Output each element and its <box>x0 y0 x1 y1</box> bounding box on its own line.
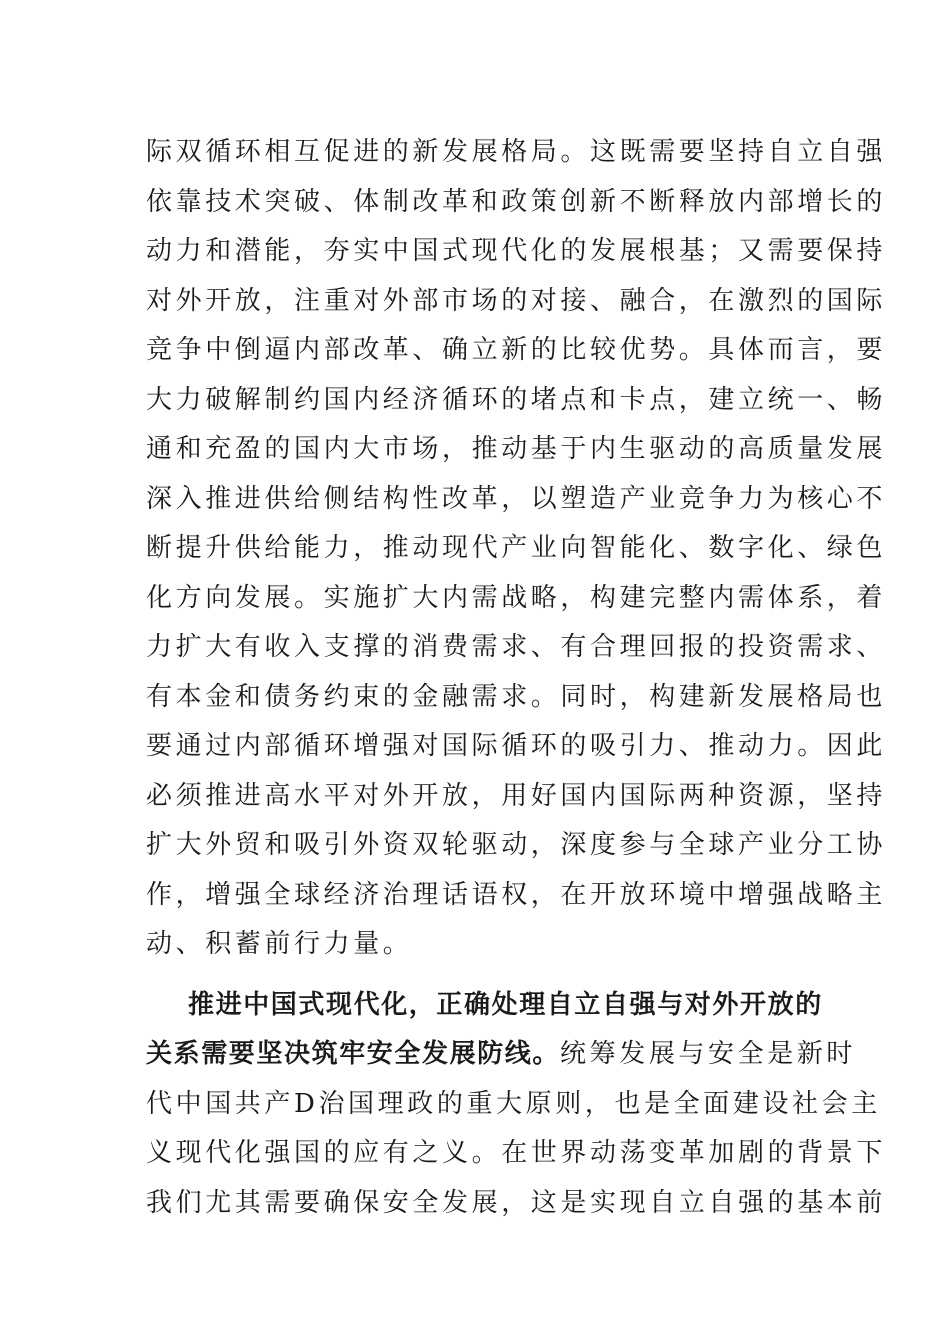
text-line: 深入推进供给侧结构性改革，以塑造产业竞争力为核心不 <box>146 483 887 514</box>
text-line: 大力破解制约国内经济循环的堵点和卡点，建立统一、畅 <box>146 384 887 415</box>
text-line: 扩大外贸和吸引外资双轮驱动，深度参与全球产业分工协 <box>146 830 887 860</box>
text-line: 化方向发展。实施扩大内需战略，构建完整内需体系，着 <box>146 582 887 613</box>
text-line: 我们尤其需要确保安全发展，这是实现自立自强的基本前 <box>146 1187 887 1218</box>
text-line: 际双循环相互促进的新发展格局。这既需要坚持自立自强 <box>146 137 887 167</box>
paragraph-gap <box>146 970 808 981</box>
bold-heading-text: 关系需要坚决筑牢安全发展防线。 <box>146 1039 561 1069</box>
text-line: 断提升供给能力，推动现代产业向智能化、数字化、绿色 <box>146 533 887 563</box>
text-line: 依靠技术突破、体制改革和政策创新不断释放内部增长的 <box>146 186 887 217</box>
text-line: 必须推进高水平对外开放，用好国内国际两种资源，坚持 <box>146 780 887 811</box>
paragraph-1 <box>146 128 887 970</box>
document-body <box>146 128 887 1228</box>
text-line: 对外开放，注重对外部市场的对接、融合，在激烈的国际 <box>146 285 887 316</box>
text-line: 作，增强全球经济治理话语权，在开放环境中增强战略主 <box>146 879 887 910</box>
text-line: 动、积蓄前行力量。 <box>146 929 413 959</box>
text-line: 代中国共产D治国理政的重大原则，也是全面建设社会主 <box>146 1088 881 1119</box>
text-line <box>146 1030 857 1080</box>
text-line: 要通过内部循环增强对国际循环的吸引力、推动力。因此 <box>146 731 887 761</box>
text-line: 有本金和债务约束的金融需求。同时，构建新发展格局也 <box>146 681 887 712</box>
paragraph-2 <box>146 981 887 1229</box>
bold-heading-text: 推进中国式现代化，正确处理自立自强与对外开放的 <box>188 989 823 1020</box>
text-line: 力扩大有收入支撑的消费需求、有合理回报的投资需求、 <box>146 632 887 662</box>
text-line: 通和充盈的国内大市场，推动基于内生驱动的高质量发展 <box>146 434 887 464</box>
text-line: 动力和潜能，夯实中国式现代化的发展根基；又需要保持 <box>146 236 887 266</box>
text-line: 竞争中倒逼内部改革、确立新的比较优势。具体而言，要 <box>146 335 887 365</box>
text-line <box>146 981 823 1031</box>
body-text: 统筹发展与安全是新时 <box>560 1039 857 1069</box>
text-line: 义现代化强国的应有之义。在世界动荡变革加剧的背景下 <box>146 1138 887 1168</box>
